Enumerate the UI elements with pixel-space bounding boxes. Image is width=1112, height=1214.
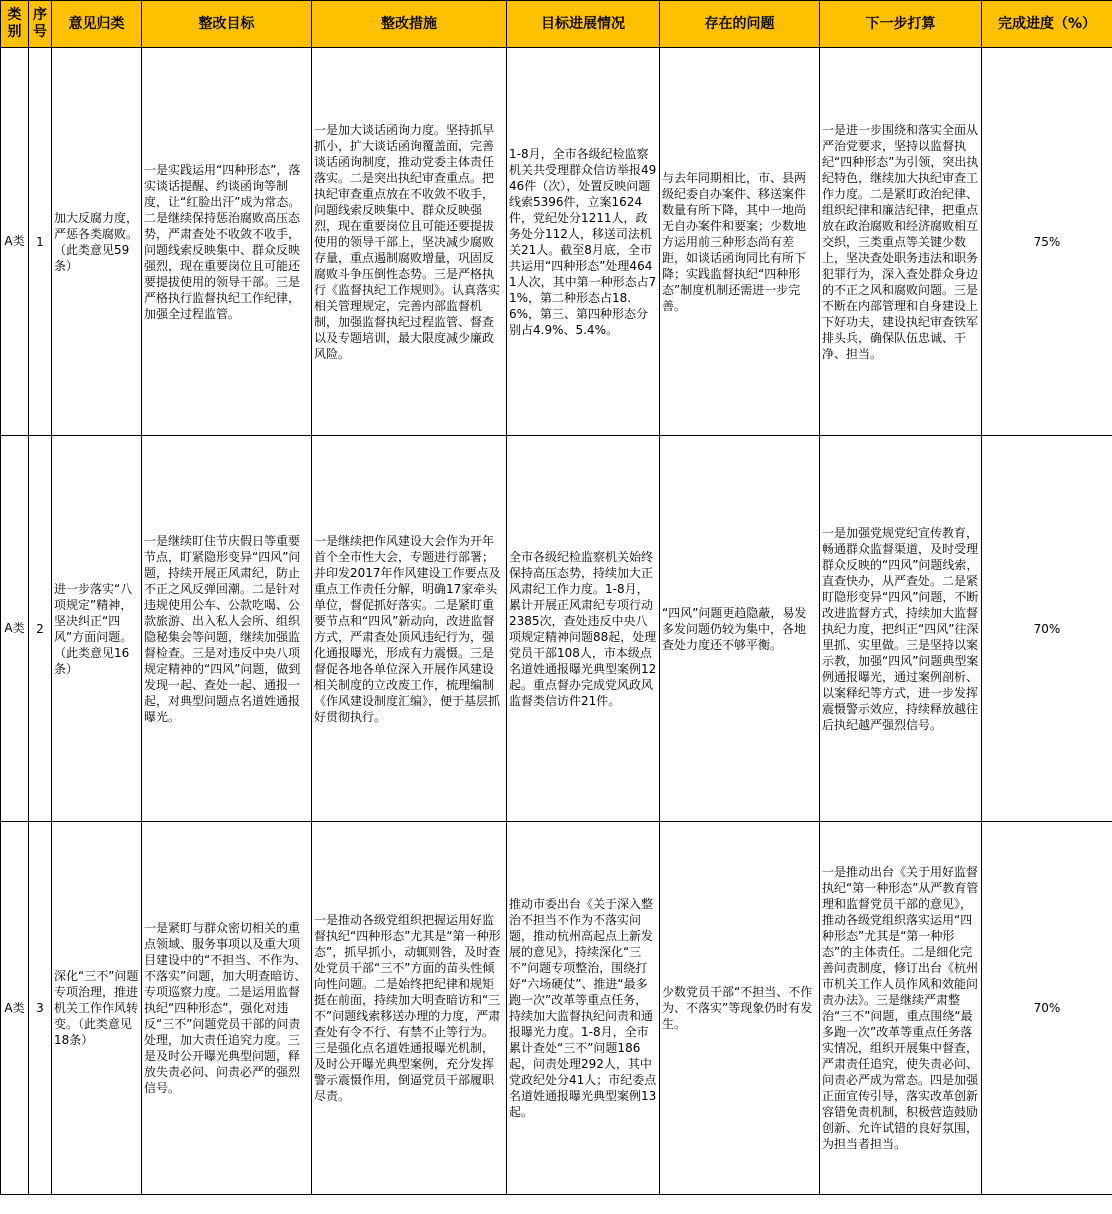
row-next-steps: 一是推动出台《关于用好监督执纪“第一种形态”从严教育管理和监督党员干部的意见》，推动各级党组织落实运用“四种形态”尤其是“第一种形态”的主体责任。二是细化完善问责制度，修订出台《杭州市机关工作人员作风和效能问责办法》。三是继续严肃整治“三不”问题，重点围绕“最多跑一次”改革等重点任务落实情况，组织开展集中督查，严肃责任追究，使失责必问、问责必严成为常态。四是加强正面宣传引导，落实改革创新容错免责机制，积极营造鼓励创新、允许试错的良好氛围，为担当者担当。 bbox=[820, 822, 982, 1195]
header-progress: 目标进展情况 bbox=[507, 1, 660, 48]
row-measures: 一是继续把作风建设大会作为开年首个全市性大会，专题进行部署；并印发2017年作风建设工作要点及重点工作责任分解，明确17家牵头单位，督促抓好落实。二是紧盯重要节点和“四风”新动向，改进监督方式，严肃查处顶风违纪行为，强化通报曝光，形成有力震慑。三是督促各地各单位深入开展作风建设相关制度的立改废工作，梳理编制《作风建设制度汇编》，便于基层抓好贯彻执行。 bbox=[312, 436, 507, 822]
row-next-steps: 一是进一步围绕和落实全面从严治党要求，坚持以监督执纪“四种形态”为引领，突出执纪特色，继续加大执纪审查工作力度。二是紧盯政治纪律、组织纪律和廉洁纪律，把重点放在政治腐败和经济腐败相互交织，三类重点等关键少数上，坚决查处职务违法和职务犯罪行为，深入查处群众身边的不正之风和腐败问题。三是不断在内部管理和自身建设上下好功夫，建设执纪审查铁军排头兵，确保队伍忠诚、干净、担当。 bbox=[820, 48, 982, 436]
header-row bbox=[1, 1, 1112, 48]
header-goal: 整改目标 bbox=[142, 1, 312, 48]
header-completion: 完成进度（%） bbox=[982, 1, 1112, 48]
header-next-steps: 下一步打算 bbox=[820, 1, 982, 48]
row-goal: 一是继续盯住节庆假日等重要节点，盯紧隐形变异“四风”问题，持续开展正风肃纪，防止不正之风反弹回潮。二是针对违规使用公车、公款吃喝、公款旅游、出入私人会所、组织隐秘集会等问题，继续加强监督检查。三是对违反中央八项规定精神的“四风”问题，做到发现一起、查处一起、通报一起，对典型问题点名道姓通报曝光。 bbox=[142, 436, 312, 822]
row-measures: 一是推动各级党组织把握运用好监督执纪“四种形态”尤其是“第一种形态”，抓早抓小，动辄则咎，及时查处党员干部“三不”方面的苗头性倾向性问题。二是始终把纪律和规矩挺在前面，持续加大明查暗访和“三不”问题线索移送办理的力度，严肃查处有令不行、有禁不止等行为。三是强化点名道姓通报曝光机制，及时公开曝光典型案例，充分发挥警示震慑作用，倒逼党员干部履职尽责。 bbox=[312, 822, 507, 1195]
row-opinion-type: 加大反腐力度，严惩各类腐败。（此类意见59条） bbox=[52, 48, 142, 436]
row-category: A类 bbox=[1, 822, 29, 1195]
row-next-steps: 一是加强党规党纪宣传教育，畅通群众监督渠道，及时受理群众反映的“四风”问题线索，直查快办，从严查处。二是紧盯隐形变异“四风”问题，不断改进监督方式，持续加大监督执纪力度，把纠正“四风”往深里抓、实里做。三是坚持以案示教，加强“四风”问题典型案例通报曝光，通过案例剖析、以案释纪等方式，进一步发挥震慑警示效应，持续释放越往后执纪越严强烈信号。 bbox=[820, 436, 982, 822]
row-measures: 一是加大谈话函询力度。坚持抓早抓小，扩大谈话函询覆盖面，完善谈话函询制度，推动党委主体责任落实。二是突出执纪审查重点。把执纪审查重点放在不收敛不收手，问题线索反映集中、群众反映强烈，现在重要岗位且可能还要提拔使用的领导干部上，坚决减少腐败存量，重点遏制腐败增量，巩固反腐败斗争压倒性态势。三是严格执行《监督执纪工作规则》。认真落实相关管理规定，完善内部监督机制，加强监督执纪过程监管、督查以及专题培训，最大限度减少廉政风险。 bbox=[312, 48, 507, 436]
row-goal: 一是紧盯与群众密切相关的重点领域、服务事项以及重大项目建设中的“不担当、不作为、不落实”问题，加大明查暗访、专项巡察力度。二是运用监督执纪“四种形态”，强化对违反“三不”问题党员干部的问责处理，加大责任追究力度。三是及时公开曝光典型问题，释放失责必问、问责必严的强烈信号。 bbox=[142, 822, 312, 1195]
row-progress: 1-8月，全市各级纪检监察机关共受理群众信访举报4946件（次），处置反映问题线索5396件，立案1624件，党纪处分1211人，政务处分112人，移送司法机关21人。截至8月底，全市共运用“四种形态”处理4641人次，其中第一种形态占71%，第二种形态占18.6%，第三、第四种形态分别占4.9%、5.4%。 bbox=[507, 48, 660, 436]
row-problems: “四风”问题更趋隐蔽，易发多发问题仍较为集中，各地查处力度还不够平衡。 bbox=[660, 436, 820, 822]
row-problems: 少数党员干部“不担当、不作为、不落实”等现象仍时有发生。 bbox=[660, 822, 820, 1195]
header-measures: 整改措施 bbox=[312, 1, 507, 48]
header-category: 类别 bbox=[1, 1, 29, 48]
row-goal: 一是实践运用“四种形态”，落实谈话提醒、约谈函询等制度，让“红脸出汗”成为常态。二是继续保持惩治腐败高压态势，严肃查处不收敛不收手，问题线索反映集中、群众反映强烈，现在重要岗位且可能还要提拔使用的领导干部。三是严格执行监督执纪工作纪律，加强全过程监管。 bbox=[142, 48, 312, 436]
row-category: A类 bbox=[1, 436, 29, 822]
row-opinion-type: 进一步落实“八项规定”精神，坚决纠正“四风”方面问题。（此类意见16条） bbox=[52, 436, 142, 822]
row-problems: 与去年同期相比，市、县两级纪委自办案件、移送案件数量有所下降，其中一地尚无自办案件和要案；少数地方运用前三种形态尚有差距，如谈话函询同比有所下降；实践监督执纪“四种形态”制度机制还需进一步完善。 bbox=[660, 48, 820, 436]
row-completion: 75% bbox=[982, 48, 1112, 436]
row-seq: 1 bbox=[29, 48, 52, 436]
row-seq: 2 bbox=[29, 436, 52, 822]
row-completion: 70% bbox=[982, 436, 1112, 822]
row-category: A类 bbox=[1, 48, 29, 436]
table-row bbox=[1, 822, 1112, 1195]
row-opinion-type: 深化“三不”问题专项治理，推进机关工作作风转变。（此类意见18条） bbox=[52, 822, 142, 1195]
table-row bbox=[1, 436, 1112, 822]
row-seq: 3 bbox=[29, 822, 52, 1195]
row-progress: 全市各级纪检监察机关始终保持高压态势，持续加大正风肃纪工作力度。1-8月，累计开展正风肃纪专项行动2385次，查处违反中央八项规定精神问题88起，处理党员干部108人，市本级点名道姓通报曝光典型案例12起。重点督办完成党风政风监督类信访件21件。 bbox=[507, 436, 660, 822]
header-opinion-type: 意见归类 bbox=[52, 1, 142, 48]
row-completion: 70% bbox=[982, 822, 1112, 1195]
header-seq: 序号 bbox=[29, 1, 52, 48]
header-problems: 存在的问题 bbox=[660, 1, 820, 48]
row-progress: 推动市委出台《关于深入整治不担当不作为不落实问题，推动杭州高起点上新发展的意见》，持续深化“三不”问题专项整治，围绕打好“六场硬仗”、推进“最多跑一次”改革等重点任务，持续加大监督执纪问责和通报曝光力度。1-8月，全市累计查处“三不”问题186起，问责处理292人，其中党政纪处分41人；市纪委点名道姓通报曝光典型案例13起。 bbox=[507, 822, 660, 1195]
table-row bbox=[1, 48, 1112, 436]
